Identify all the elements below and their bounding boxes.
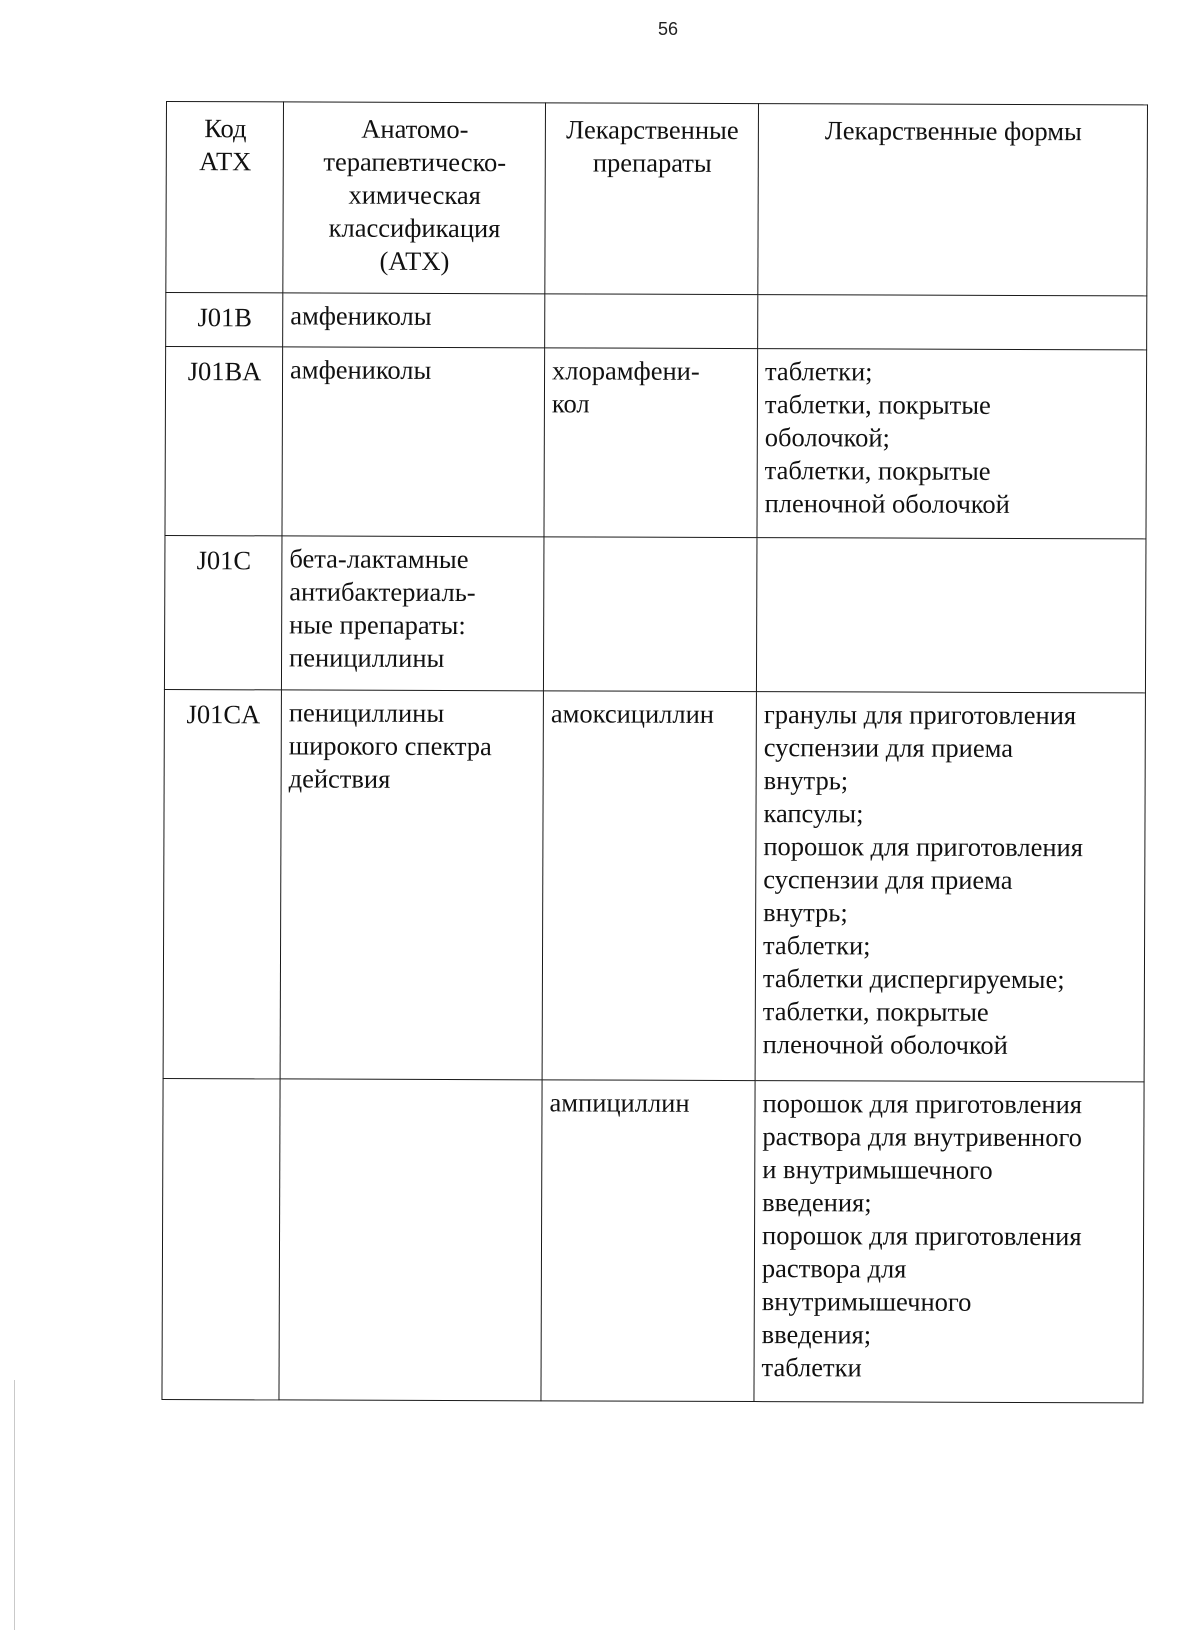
cell-line: пленочной оболочкой [762, 1029, 1008, 1060]
page-number: 56 [657, 19, 679, 39]
cell-line: пенициллины [289, 642, 445, 673]
cell-line: порошок для приготовления [763, 831, 1083, 863]
header-atc-code [166, 102, 284, 293]
cell-line: пенициллины [288, 697, 445, 728]
cell-line: таблетки диспергируемые; [762, 963, 1065, 995]
classification-cell [281, 536, 544, 691]
cell-line: амфениколы [290, 354, 432, 385]
cell-line: и внутримышечного [762, 1154, 993, 1185]
header-atc-classification [283, 102, 546, 294]
header-line: Лекарственные формы [824, 115, 1082, 147]
forms-cell [756, 538, 1146, 693]
cell-line: введения; [762, 1187, 872, 1218]
header-line: (АТХ) [379, 245, 450, 276]
cell-line: таблетки, покрытые [764, 455, 991, 486]
drug-cell [544, 348, 758, 538]
table-row [166, 293, 1147, 350]
cell-line: внутримышечного [761, 1286, 972, 1317]
classification-cell [279, 1079, 542, 1401]
scan-edge-artifact [14, 1380, 15, 1630]
cell-line: введения; [761, 1319, 872, 1350]
cell-line: внутрь; [763, 897, 848, 928]
cell-line: кол [551, 388, 590, 419]
cell-line: таблетки; [765, 356, 873, 387]
header-dosage-forms [758, 104, 1148, 296]
cell-line: пленочной оболочкой [764, 488, 1010, 519]
atc-code-cell: J01BA [165, 347, 283, 536]
cell-line: таблетки [761, 1352, 862, 1383]
cell-line: внутрь; [763, 765, 849, 796]
header-line: химическая [348, 179, 481, 211]
cell-line: действия [288, 763, 391, 794]
cell-line: амфениколы [290, 300, 432, 331]
forms-cell [754, 1081, 1144, 1403]
cell-line: гранулы для приготовления [763, 699, 1077, 731]
header-line: Код [204, 113, 247, 144]
cell-line: амоксициллин [550, 698, 715, 729]
header-line: Лекарственные [566, 114, 739, 145]
header-drugs [545, 103, 759, 295]
drug-cell [541, 1080, 755, 1402]
cell-line: суспензии для приема [763, 732, 1014, 763]
table-row [164, 535, 1146, 692]
table-row [162, 1078, 1144, 1402]
atc-code-cell: J01CA [163, 689, 281, 1078]
table-row [165, 347, 1147, 539]
cell-line: порошок для приготовления [762, 1088, 1083, 1120]
atc-code-cell: J01C [164, 535, 282, 689]
header-line: терапевтическо- [323, 146, 507, 178]
cell-line: суспензии для приема [763, 864, 1013, 895]
drug-cell [545, 294, 758, 349]
table-row [163, 689, 1145, 1081]
cell-line: хлорамфени- [552, 355, 700, 386]
cell-line: бета-лактамные [289, 543, 469, 575]
forms-cell [758, 295, 1147, 350]
cell-line: таблетки, покрытые [764, 389, 991, 420]
cell-line: таблетки, покрытые [762, 996, 989, 1027]
atc-code-cell [162, 1078, 280, 1399]
forms-cell [757, 349, 1147, 539]
atc-code-cell: J01B [166, 293, 283, 347]
cell-line: раствора для внутривенного [762, 1121, 1083, 1153]
cell-line: таблетки; [763, 930, 871, 961]
header-line: Анатомо- [361, 113, 469, 145]
header-line: препараты [592, 147, 712, 178]
cell-line: антибактериаль- [289, 576, 476, 608]
classification-cell [282, 347, 545, 537]
cell-line: ные препараты: [289, 609, 466, 641]
classification-cell [280, 690, 543, 1080]
header-line: АТХ [199, 146, 252, 177]
drug-cell [542, 691, 756, 1081]
forms-cell [755, 692, 1145, 1082]
cell-line: порошок для приготовления [761, 1220, 1082, 1252]
drug-cell [543, 537, 757, 692]
table-header-row [166, 102, 1148, 296]
cell-line: капсулы; [763, 798, 864, 829]
cell-line: широкого спектра [288, 730, 492, 762]
classification-cell [283, 293, 545, 348]
atc-table [161, 101, 1148, 1403]
cell-line: оболочкой; [764, 422, 890, 453]
cell-line: раствора для [761, 1253, 907, 1284]
cell-line: ампициллин [549, 1087, 690, 1118]
header-line: классификация [328, 212, 501, 244]
atc-table-container [161, 101, 1147, 1403]
